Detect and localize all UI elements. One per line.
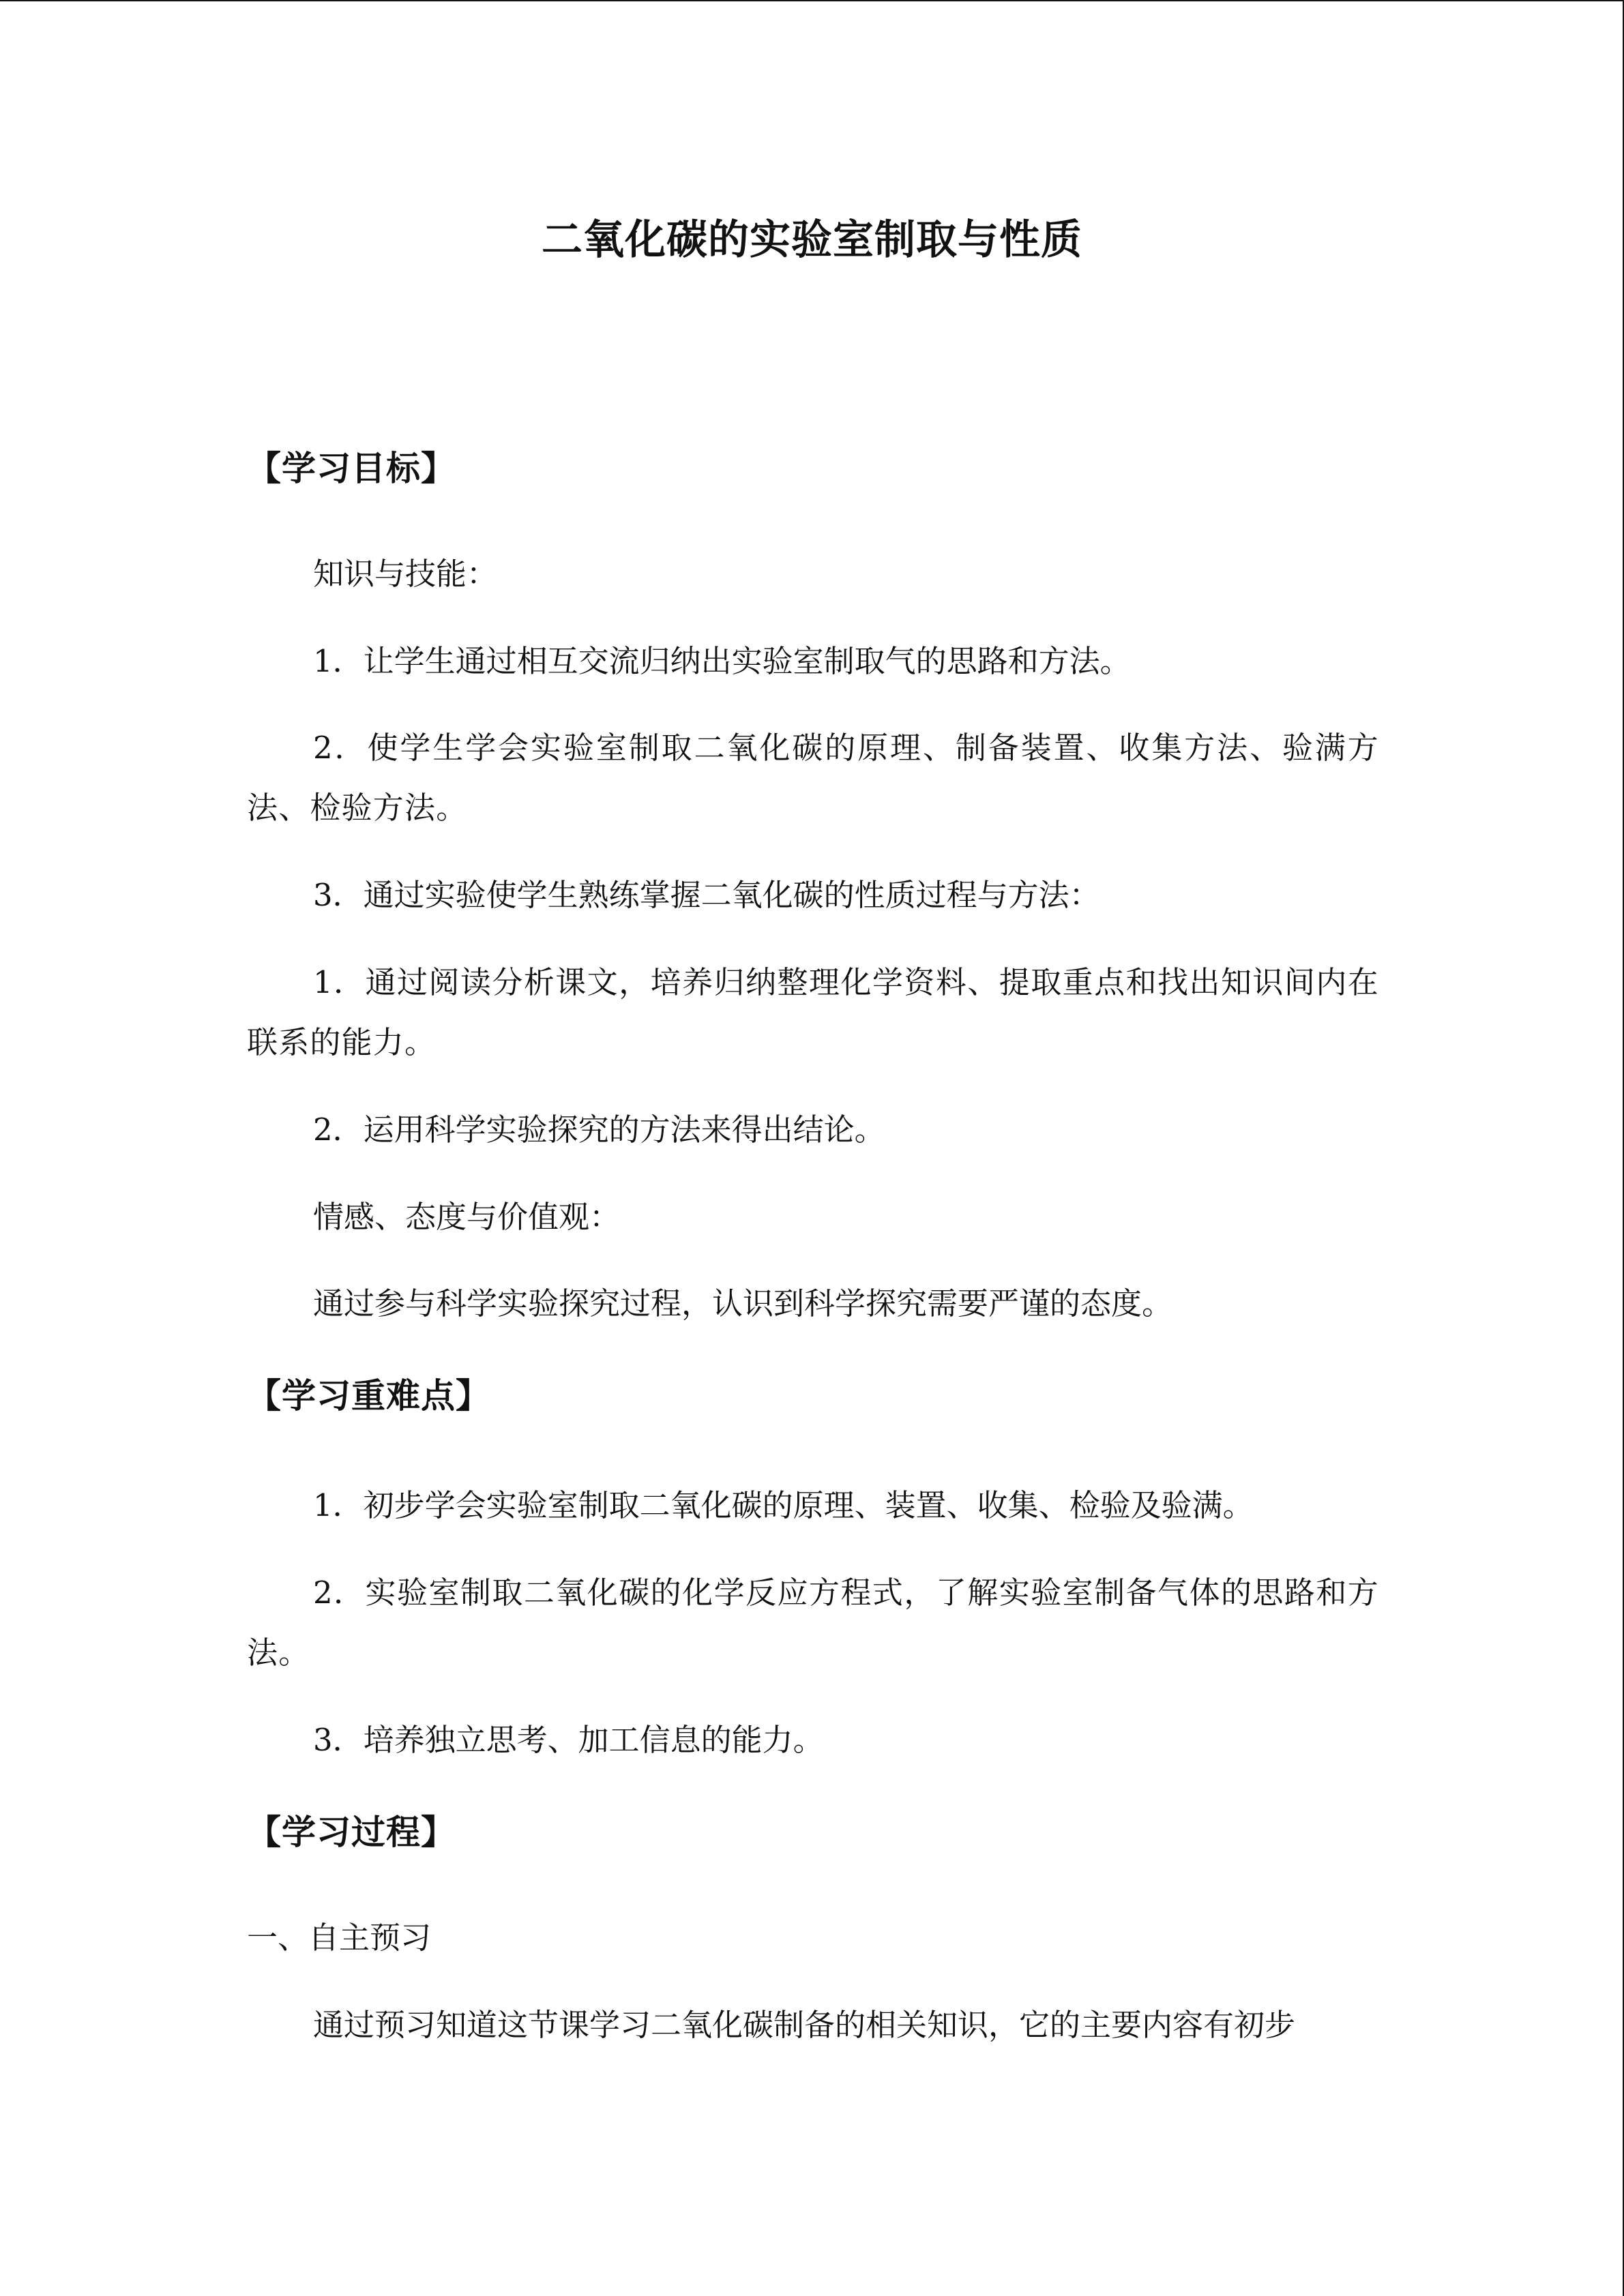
paragraph-key-point-3: 3．培养独立思考、加工信息的能力。 [313, 1722, 824, 1758]
document-title: 二氧化碳的实验室制取与性质 [542, 216, 1082, 264]
paragraph-knowledge-skills-label: 知识与技能： [313, 556, 498, 592]
paragraph-method-2: 2．运用科学实验探究的方法来得出结论。 [313, 1112, 885, 1148]
subheading-self-study: 一、自主预习 [247, 1920, 432, 1956]
paragraph-emotion-label: 情感、态度与价值观： [313, 1199, 621, 1235]
section-heading-objectives: 【学习目标】 [247, 449, 456, 488]
paragraph-key-point-2: 2．实验室制取二氧化碳的化学反应方程式，了解实验室制备气体的思路和方法。 [247, 1575, 1379, 1671]
paragraph-key-point-1: 1．初步学会实验室制取二氧化碳的原理、装置、收集、检验及验满。 [313, 1487, 1254, 1523]
paragraph-objective-3: 3．通过实验使学生熟练掌握二氧化碳的性质过程与方法： [313, 877, 1100, 913]
paragraph-emotion-1: 通过参与科学实验探究过程，认识到科学探究需要严谨的态度。 [313, 1285, 1173, 1322]
section-heading-key-points: 【学习重难点】 [247, 1376, 490, 1416]
paragraph-objective-1: 1．让学生通过相互交流归纳出实验室制取气的思路和方法。 [313, 643, 1131, 679]
paragraph-objective-2: 2．使学生学会实验室制取二氧化碳的原理、制备装置、收集方法、验满方法、检验方法。 [247, 730, 1379, 826]
paragraph-method-1: 1．通过阅读分析课文，培养归纳整理化学资料、提取重点和找出知识间内在联系的能力。 [247, 964, 1379, 1060]
paragraph-self-study-1: 通过预习知道这节课学习二氧化碳制备的相关知识，它的主要内容有初步 [313, 2007, 1296, 2043]
section-heading-process: 【学习过程】 [247, 1813, 456, 1852]
